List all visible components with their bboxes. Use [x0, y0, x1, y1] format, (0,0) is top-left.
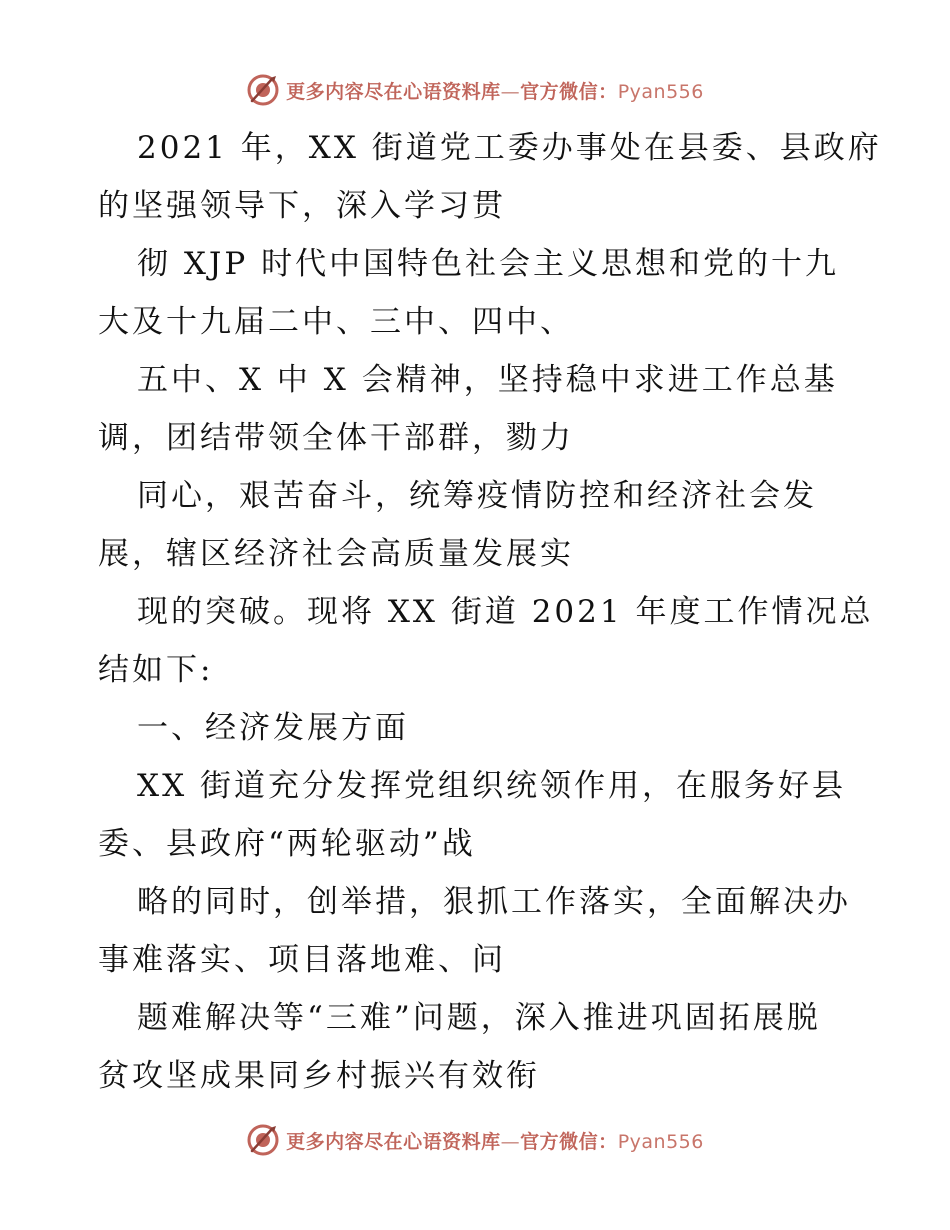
paragraph-line: 贫攻坚成果同乡村振兴有效衔 — [98, 1058, 540, 1094]
paragraph-line: 结如下: — [98, 652, 214, 688]
paragraph-line: 调，团结带领全体干部群，勠力 — [98, 420, 574, 456]
paragraph-line: 同心，艰苦奋斗，统筹疫情防控和经济社会发 — [137, 478, 817, 514]
paragraph-line: 略的同时，创举措，狠抓工作落实，全面解决办 — [137, 884, 851, 920]
watermark-text — [286, 1127, 704, 1154]
paragraph-line: XX 街道充分发挥党组织统领作用，在服务好县 — [137, 768, 846, 804]
paragraph-line: 委、县政府“两轮驱动”战 — [98, 826, 476, 862]
paragraph-line: 大及十九届二中、三中、四中、 — [98, 304, 574, 340]
paragraph-line: 五中、X 中 X 会精神，坚持稳中求进工作总基 — [137, 362, 838, 398]
watermark-contact-handle: Pyan556 — [617, 80, 704, 103]
paragraph-line: 彻 XJP 时代中国特色社会主义思想和党的十九 — [137, 246, 840, 282]
watermark-separator: — — [500, 80, 521, 103]
paragraph-line: 现的突破。现将 XX 街道 2021 年度工作情况总 — [137, 594, 874, 630]
paragraph-line: 事难落实、项目落地难、问 — [98, 942, 506, 978]
paragraph-line: 题难解决等“三难”问题，深入推进巩固拓展脱 — [137, 1000, 821, 1036]
watermark-contact-handle: Pyan556 — [617, 1130, 704, 1153]
watermark-brand: 更多内容尽在心语资料库 — [286, 1130, 501, 1153]
watermark-separator: — — [500, 1130, 521, 1153]
quill-seal-icon — [246, 1123, 280, 1157]
section-heading: 一、经济发展方面 — [137, 710, 409, 746]
watermark-brand: 更多内容尽在心语资料库 — [286, 80, 501, 103]
paragraph-line: 的坚强领导下，深入学习贯 — [98, 188, 506, 224]
footer-watermark — [0, 1120, 950, 1160]
paragraph-line: 2021 年，XX 街道党工委办事处在县委、县政府 — [137, 130, 882, 166]
watermark-contact-label: 官方微信： — [520, 1130, 618, 1153]
watermark-contact-label: 官方微信： — [520, 80, 618, 103]
paragraph-line: 展，辖区经济社会高质量发展实 — [98, 536, 574, 572]
